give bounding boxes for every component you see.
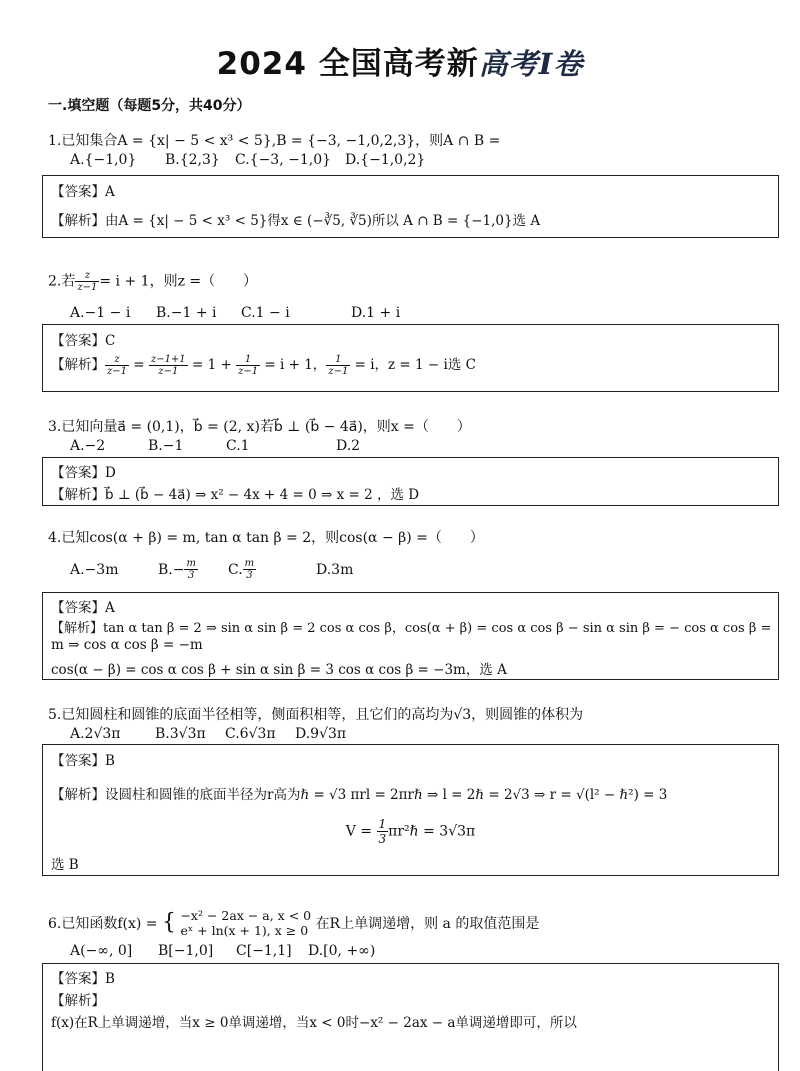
q3-option-a: A.−2 bbox=[70, 438, 106, 454]
q6-stem-post: 在R上单调递增，则 a 的取值范围是 bbox=[315, 916, 540, 932]
q6-analysis-line1: f(x)在R上单调递增，当x ≥ 0单调递增，当x < 0时−x² − 2ax − a单调递增即可，所以 bbox=[51, 1015, 577, 1031]
question-6-options bbox=[70, 943, 375, 959]
q2-a-mid2: = 1 + bbox=[187, 357, 237, 373]
q4-option-c-pre: C. bbox=[228, 561, 243, 578]
q5-v-pre: V = bbox=[345, 823, 377, 840]
q4-option-b-pre: B.− bbox=[158, 561, 185, 578]
question-1-options bbox=[70, 152, 425, 168]
q2-analysis-label: 【解析】 bbox=[51, 357, 105, 373]
q2-a-f4d: z−1 bbox=[328, 366, 349, 377]
q6-option-d: D.[0, +∞) bbox=[308, 943, 376, 959]
title-main: 2024 全国高考新 bbox=[216, 46, 479, 82]
q4-b-num: m bbox=[186, 558, 196, 569]
q5-option-b: B.3√3π bbox=[155, 726, 206, 742]
question-1-stem: 1.已知集合A = {x| − 5 < x³ < 5},B = {−3, −1,0,2,3}，则A ∩ B = bbox=[48, 133, 501, 149]
question-3-stem: 3.已知向量a⃗ = (0,1)，b⃗ = (2, x)若b⃗ ⊥ (b⃗ − 4a⃗)，则x =（ ） bbox=[48, 419, 471, 435]
q2-frac-num: z bbox=[75, 270, 99, 282]
q2-option-c: C.1 − i bbox=[241, 305, 290, 321]
q5-v-frac bbox=[377, 817, 389, 846]
q2-stem-post: = i + 1，则z =（ ） bbox=[99, 273, 258, 290]
question-5-stem: 5.已知圆柱和圆锥的底面半径相等，侧面积相等，且它们的高均为√3，则圆锥的体积为 bbox=[48, 707, 584, 723]
q2-a-tail: = i，z = 1 − i选 C bbox=[350, 357, 476, 373]
q2-a-frac1 bbox=[105, 354, 129, 377]
question-4-answer-box bbox=[42, 592, 779, 680]
q5-option-a: A.2√3π bbox=[70, 726, 121, 742]
q2-a-frac3 bbox=[236, 354, 260, 377]
q3-option-c: C.1 bbox=[226, 438, 250, 454]
q2-option-b: B.−1 + i bbox=[156, 305, 217, 321]
q6-case-1: −x² − 2ax − a, x < 0 bbox=[180, 908, 312, 923]
q2-a-f1n: z bbox=[105, 354, 129, 366]
q3-option-b: B.−1 bbox=[148, 438, 184, 454]
q4-option-b-frac bbox=[184, 558, 197, 581]
q4-analysis-line1: 【解析】tan α tan β = 2 ⇒ sin α sin β = 2 cos α cos β，cos(α + β) = cos α cos β − sin α sin β = − cos α cos β = bbox=[51, 621, 772, 636]
q6-brace: { bbox=[162, 910, 176, 935]
q1-option-b: B.{2,3} bbox=[165, 152, 220, 168]
q1-option-a: A.{−1,0} bbox=[70, 152, 137, 168]
q2-analysis bbox=[51, 353, 476, 377]
section-heading: 一.填空题（每题5分，共40分） bbox=[48, 98, 251, 114]
q4-option-c-frac bbox=[243, 558, 256, 581]
q2-stem-pre: 2.若 bbox=[48, 273, 76, 290]
q2-a-mid1: = bbox=[129, 357, 149, 373]
q2-a-frac2 bbox=[149, 354, 188, 377]
q2-a-f1d: z−1 bbox=[107, 366, 128, 377]
q2-a-f3n: 1 bbox=[236, 354, 260, 366]
q5-option-d: D.9√3π bbox=[295, 726, 347, 742]
q4-answer: 【答案】A bbox=[51, 600, 115, 616]
q2-answer: 【答案】C bbox=[51, 333, 116, 349]
q5-conclusion: 选 B bbox=[51, 857, 79, 873]
q3-analysis: 【解析】b⃗ ⊥ (b⃗ − 4a⃗) ⇒ x² − 4x + 4 = 0 ⇒ x = 2 ，选 D bbox=[51, 487, 420, 503]
q2-option-a: A.−1 − i bbox=[70, 305, 131, 321]
question-4-options bbox=[70, 558, 353, 581]
q2-option-d: D.1 + i bbox=[351, 305, 401, 321]
q5-analysis: 【解析】设圆柱和圆锥的底面半径为r高为ℏ = √3 πrl = 2πrℏ ⇒ l = 2ℏ = 2√3 ⇒ r = √(l² − ℏ²) = 3 bbox=[51, 787, 668, 803]
q6-option-b: B[−1,0] bbox=[158, 943, 214, 959]
q6-case-2: eˣ + ln(x + 1), x ≥ 0 bbox=[180, 923, 309, 938]
question-2-stem bbox=[48, 270, 257, 293]
q2-a-frac4 bbox=[326, 354, 350, 377]
q6-cases bbox=[180, 908, 311, 938]
question-6-stem bbox=[48, 908, 539, 938]
q6-analysis-label: 【解析】 bbox=[51, 993, 105, 1009]
question-4-stem: 4.已知cos(α + β) = m, tan α tan β = 2，则cos(α − β) =（ ） bbox=[48, 530, 484, 546]
q1-option-d: D.{−1,0,2} bbox=[345, 152, 426, 168]
q4-b-den: 3 bbox=[188, 570, 195, 581]
question-3-options bbox=[70, 438, 360, 454]
q5-v-den: 3 bbox=[378, 832, 387, 846]
q2-a-f3d: z−1 bbox=[238, 366, 259, 377]
q6-option-a: A(−∞, 0] bbox=[70, 943, 133, 959]
page-title bbox=[0, 38, 800, 83]
q4-analysis-line3: cos(α − β) = cos α cos β + sin α sin β = 3 cos α cos β = −3m，选 A bbox=[51, 662, 507, 678]
q5-option-c: C.6√3π bbox=[225, 726, 276, 742]
q1-analysis: 【解析】由A = {x| − 5 < x³ < 5}得x ∈ (−∛5, ∛5)所以 A ∩ B = {−1,0}选 A bbox=[51, 213, 541, 229]
q2-a-f4n: 1 bbox=[326, 354, 350, 366]
question-5-answer-box bbox=[42, 744, 779, 876]
question-5-options bbox=[70, 726, 346, 742]
q4-option-d: D.3m bbox=[316, 561, 354, 578]
question-2-options bbox=[70, 305, 400, 321]
q4-c-num: m bbox=[244, 558, 255, 569]
q5-v-post: πr²ℏ = 3√3π bbox=[388, 823, 476, 840]
question-6-answer-box bbox=[42, 963, 779, 1071]
question-2-answer-box bbox=[42, 324, 779, 392]
q6-option-c: C[−1,1] bbox=[236, 943, 292, 959]
q2-a-mid3: = i + 1， bbox=[260, 357, 327, 373]
q5-answer: 【答案】B bbox=[51, 753, 115, 769]
q2-a-f2n: z−1+1 bbox=[150, 354, 186, 365]
q2-fraction bbox=[75, 270, 99, 293]
q4-option-c bbox=[228, 558, 316, 581]
q2-a-f2d: z−1 bbox=[158, 366, 179, 377]
question-1-answer-box bbox=[42, 175, 779, 238]
q4-option-b bbox=[158, 558, 228, 581]
q6-stem-pre: 6.已知函数f(x) = bbox=[48, 916, 158, 932]
q5-v-num: 1 bbox=[378, 817, 387, 831]
q3-option-d: D.2 bbox=[336, 438, 361, 454]
q6-answer: 【答案】B bbox=[51, 971, 115, 987]
q4-c-den: 3 bbox=[246, 570, 253, 581]
q5-volume-formula bbox=[43, 817, 778, 846]
title-handwritten: 高考Ⅰ卷 bbox=[478, 47, 584, 81]
q2-frac-den: z−1 bbox=[77, 282, 98, 293]
q4-analysis-line2: m ⇒ cos α cos β = −m bbox=[51, 637, 203, 653]
q3-answer: 【答案】D bbox=[51, 465, 116, 481]
question-3-answer-box bbox=[42, 457, 779, 506]
q1-option-c: C.{−3, −1,0} bbox=[235, 152, 332, 168]
q1-answer: 【答案】A bbox=[51, 184, 115, 200]
q4-option-a: A.−3m bbox=[70, 561, 119, 578]
